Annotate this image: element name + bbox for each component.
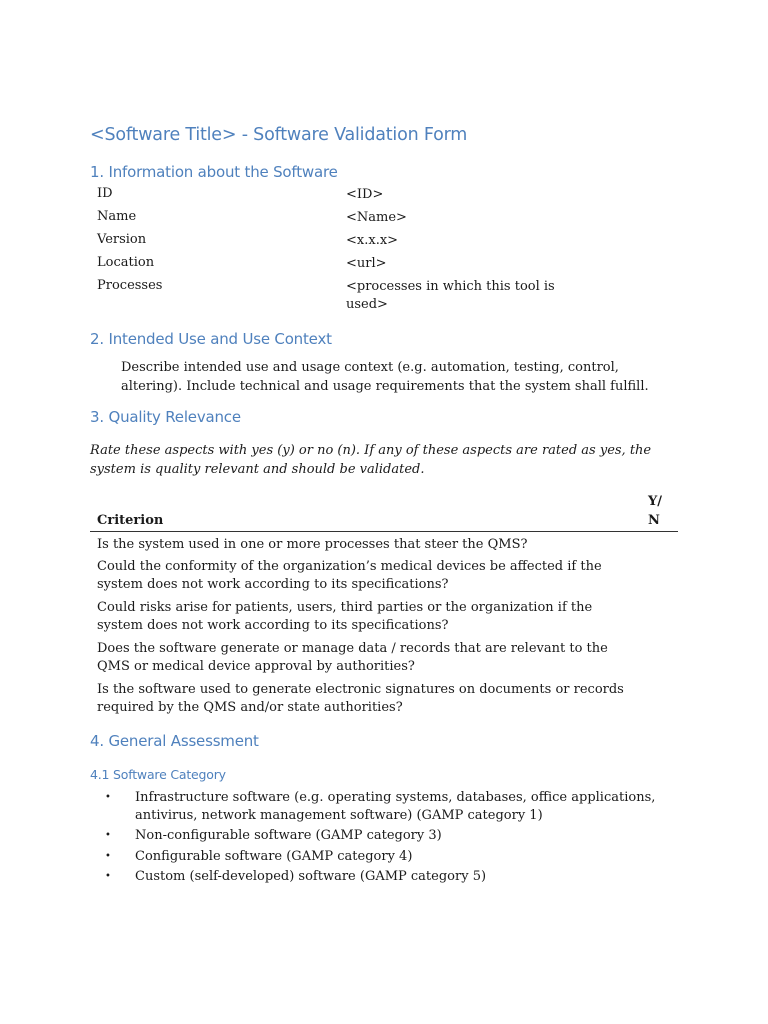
info-row-processes bbox=[97, 278, 657, 318]
criterion-row: Is the system used in one or more processes that steer the QMS? bbox=[97, 537, 528, 552]
bullet-icon: • bbox=[105, 792, 111, 803]
list-item-text: Infrastructure software (e.g. operating systems, databases, office applications, antivirus, network management software) (GAMP category 1) bbox=[135, 790, 656, 823]
criterion-row: Is the software used to generate electronic signatures on documents or records required by the QMS and/or state authorities? bbox=[97, 681, 624, 715]
criterion-row: Could risks arise for patients, users, third parties or the organization if the system does not work according to its specifications? bbox=[97, 599, 593, 633]
software-category-list bbox=[102, 789, 662, 889]
list-item bbox=[102, 789, 662, 824]
bullet-icon: • bbox=[105, 871, 111, 882]
info-row-name bbox=[97, 209, 657, 232]
criteria-table-header bbox=[90, 490, 678, 532]
quality-instruction: Rate these aspects with yes (y) or no (n). If any of these aspects are rated as yes, the system is quality relevant and should be validated. bbox=[90, 443, 652, 477]
intended-use-text: Describe intended use and usage context (e.g. automation, testing, control, altering). Include technical and usage requirements that the system shall fulfill. bbox=[121, 360, 649, 394]
info-value: <x.x.x> bbox=[346, 233, 399, 248]
list-item-text: Custom (self-developed) software (GAMP category 5) bbox=[135, 869, 487, 884]
criterion-row: Could the conformity of the organization’s medical devices be affected if the system does not work according to its specifications? bbox=[97, 558, 602, 592]
info-row-version bbox=[97, 232, 657, 255]
criteria-table bbox=[90, 490, 678, 718]
info-label: Name bbox=[97, 209, 137, 224]
info-label: ID bbox=[97, 186, 113, 201]
info-value: <ID> bbox=[346, 187, 384, 202]
info-value: <Name> bbox=[346, 210, 407, 225]
info-value: <url> bbox=[346, 256, 387, 271]
info-row-location bbox=[97, 255, 657, 278]
info-label: Processes bbox=[97, 278, 163, 293]
section2-heading: 2. Intended Use and Use Context bbox=[90, 330, 332, 348]
info-value: <processes in which this tool is used> bbox=[346, 279, 555, 312]
section4-heading: 4. General Assessment bbox=[90, 732, 259, 750]
criterion-row: Does the software generate or manage data / records that are relevant to the QMS or medical device approval by authorities? bbox=[97, 640, 608, 674]
bullet-icon: • bbox=[105, 850, 111, 862]
bullet-icon: • bbox=[105, 830, 111, 841]
section3-heading: 3. Quality Relevance bbox=[90, 408, 241, 426]
info-table bbox=[97, 186, 657, 318]
list-item bbox=[102, 868, 662, 886]
list-item bbox=[102, 848, 662, 866]
info-row-id bbox=[97, 186, 657, 209]
section1-heading: 1. Information about the Software bbox=[90, 163, 338, 181]
list-item-text: Non-configurable software (GAMP category 3) bbox=[135, 828, 442, 843]
page-title: <Software Title> - Software Validation Form bbox=[90, 125, 468, 145]
criterion-column-header: Criterion bbox=[97, 513, 164, 528]
list-item-text: Configurable software (GAMP category 4) bbox=[135, 848, 413, 864]
yn-column-header: Y/ N bbox=[648, 494, 663, 528]
info-label: Version bbox=[97, 232, 147, 247]
list-item bbox=[102, 827, 662, 845]
section4-1-heading: 4.1 Software Category bbox=[90, 767, 226, 782]
info-label: Location bbox=[97, 255, 155, 270]
